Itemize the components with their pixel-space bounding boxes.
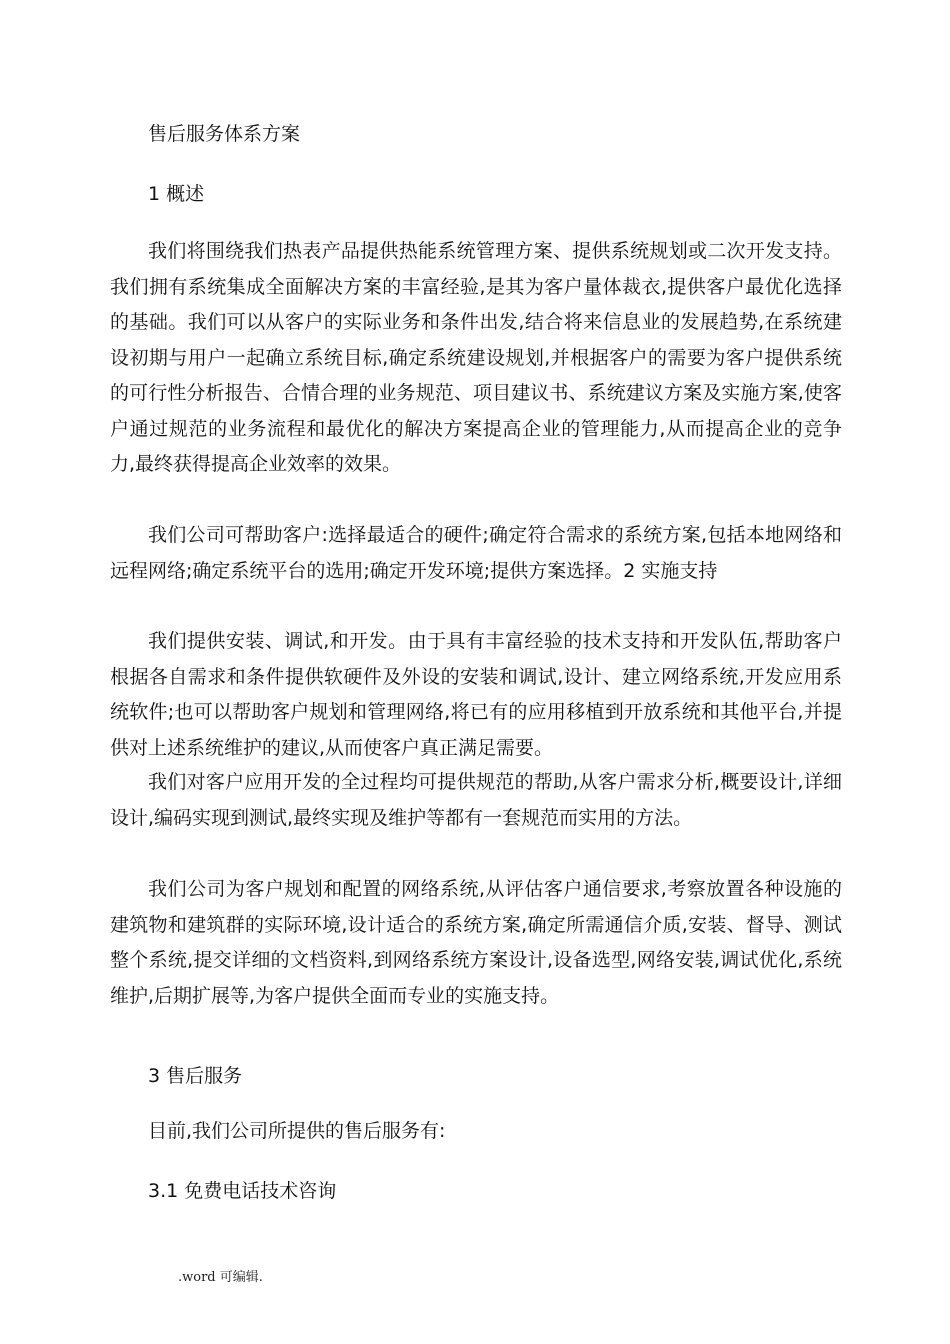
paragraph-overview-1: 我们将围绕我们热表产品提供热能系统管理方案、提供系统规划或二次开发支持。我们拥有系统集成全面解决方案的丰富经验,是其为客户量体裁衣,提供客户最优化选择的基础。我们可以从客户的实际业务和条件出发,结合将来信息业的发展趋势,在系统建设初期与用户一起确立系统目标,确定系统建设规划,并根据客户的需要为客户提供系统的可行性分析报告、合情合理的业务规范、项目建议书、系统建议方案及实施方案,使客户通过规范的业务流程和最优化的解决方案提高企业的管理能力,从而提高企业的竞争力,最终获得提高企业效率的效果。 (110, 240, 842, 475)
section-heading-overview: 1 概述 (148, 183, 205, 205)
document-title: 售后服务体系方案 (148, 123, 301, 145)
paragraph-implementation-2: 我们对客户应用开发的全过程均可提供规范的帮助,从客户需求分析,概要设计,详细设计,编码实现到测试,最终实现及维护等都有一套规范而实用的方法。 (110, 771, 842, 829)
after-sales-intro: 目前,我们公司所提供的售后服务有: (148, 1120, 446, 1142)
paragraph-overview-2: 我们公司可帮助客户:选择最适合的硬件;确定符合需求的系统方案,包括本地网络和远程网络;确定系统平台的选用;确定开发环境;提供方案选择。2 实施支持 (110, 524, 842, 582)
sub-heading-3-1: 3.1 免费电话技术咨询 (148, 1180, 337, 1202)
paragraph-implementation-1: 我们提供安装、调试,和开发。由于具有丰富经验的技术支持和开发队伍,帮助客户根据各自需求和条件提供软硬件及外设的安装和调试,设计、建立网络系统,开发应用系统软件;也可以帮助客户规划和管理网络,将已有的应用移植到开放系统和其他平台,并提供对上述系统维护的建议,从而使客户真正满足需要。 (110, 630, 842, 759)
paragraph-implementation-3: 我们公司为客户规划和配置的网络系统,从评估客户通信要求,考察放置各种设施的建筑物和建筑群的实际环境,设计适合的系统方案,确定所需通信介质,安装、督导、测试整个系统,提交详细的文档资料,到网络系统方案设计,设备选型,网络安装,调试优化,系统维护,后期扩展等,为客户提供全面而专业的实施支持。 (110, 878, 842, 1007)
section-heading-after-sales: 3 售后服务 (148, 1065, 243, 1087)
page-footer: .word 可编辑. (178, 1270, 263, 1285)
